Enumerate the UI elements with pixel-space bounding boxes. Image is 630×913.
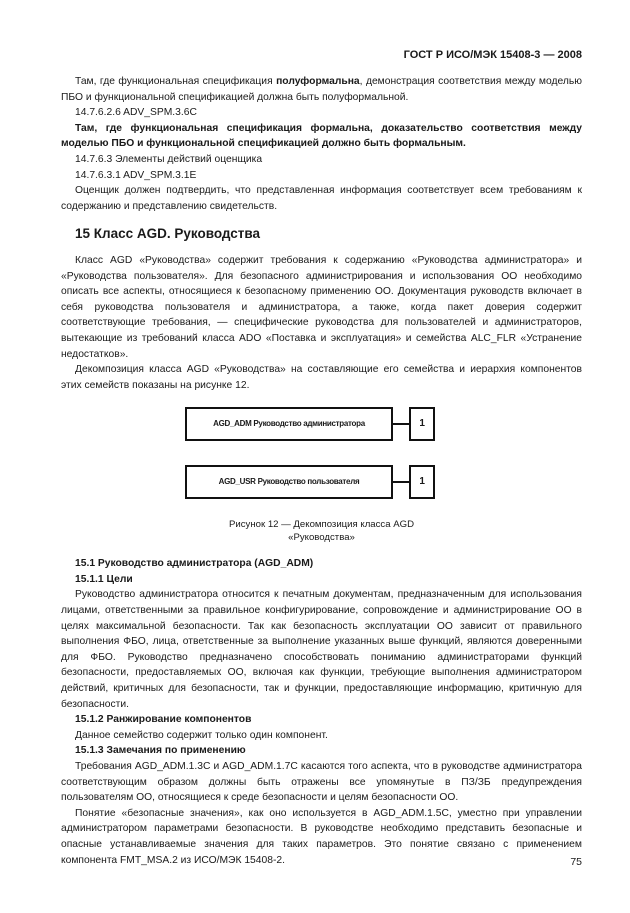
family-box-agd-usr: AGD_USR Руководство пользователя <box>185 465 393 499</box>
paragraph: Декомпозиция класса AGD «Руководства» на составляющие его семейства и иерархия компонентов этих семейств показаны на рисунке 12. <box>61 364 582 391</box>
bold-text: полуформальна <box>276 76 360 87</box>
connector-line <box>393 423 409 425</box>
component-box-1: 1 <box>409 407 435 441</box>
page-content <box>61 74 582 868</box>
paragraph: Оценщик должен подтвердить, что представленная информация соответствует всем требованиям к содержанию и представлению свидетельств. <box>61 185 582 212</box>
paragraph: Требования AGD_ADM.1.3C и AGD_ADM.1.7C касаются того аспекта, что в руководстве администратора соответствующим образом должны быть отражены все упомянутые в ПЗ/ЗБ предупреждения пользователям ОО, относящиеся к среде безопасности и целям безопасности ОО. <box>61 761 582 804</box>
subsection-heading: 15.1.2 Ранжирование компонентов <box>75 714 252 726</box>
paragraph: Понятие «безопасные значения», как оно используется в AGD_ADM.1.5C, уместно при управлении администратором параметрами безопасности. В руководстве необходимо представить безопасные и опасные устанавливаемые значения для таких параметров. Это понятие связано с применением компонента FMT_MSA.2 из ИСО/МЭК 15408-2. <box>61 807 582 866</box>
paragraph <box>61 74 582 105</box>
component-box-2: 1 <box>409 465 435 499</box>
figure-caption <box>61 518 582 544</box>
caption-line: Рисунок 12 — Декомпозиция класса AGD <box>228 519 415 531</box>
section-title: 15 Класс AGD. Руководства <box>75 226 261 242</box>
connector-line <box>393 481 409 483</box>
page-number: 75 <box>570 856 582 868</box>
bold-paragraph: Там, где функциональная спецификация формальна, доказательство соответствия между моделью ПБО и функциональной спецификацией должно быть формальным. <box>61 122 582 150</box>
family-box-agd-adm: AGD_ADM Руководство администратора <box>185 407 393 441</box>
paragraph: Класс AGD «Руководства» содержит требования к содержанию «Руководства администратора» и «Руководства пользователя». Для безопасного администрирования и использования ОО необходимо описать все аспекты, относящиеся к безопасному применению ОО. Документация руководств включает в себя руководства пользователя и администратора, а также, когда пакет доверия содержит соответствующие требования, — специфические руководства для пользователей и администраторов, вытекающие из требований класса ADO «Поставка и эксплуатация» и семейства ALC_FLR «Устранение недостатков». <box>61 254 582 360</box>
subsection-heading: 15.1.3 Замечания по применению <box>75 745 246 757</box>
subsection-heading: 15.1 Руководство администратора (AGD_ADM) <box>75 558 314 570</box>
clause-number: 14.7.6.3 Элементы действий оценщика <box>75 153 263 165</box>
paragraph: Данное семейство содержит только один компонент. <box>75 729 328 741</box>
page-header: ГОСТ Р ИСО/МЭК 15408-3 — 2008 <box>403 49 582 61</box>
text-run: Там, где функциональная спецификация <box>75 76 277 87</box>
clause-number: 14.7.6.2.6 ADV_SPM.3.6C <box>75 107 197 119</box>
text-run: , демонстрация соответствия между моделью ПБО и функциональной спецификацией должна быть полуформальной. <box>61 76 582 103</box>
paragraph: Руководство администратора относится к печатным документам, предназначенным для использования лицами, ответственными за правильное конфигурирование, сопровождение и администрирование ОО в целях максимальной безопасности. Так как безопасность эксплуатации ОО зависит от правильного выполнения ФБО, лица, ответственные за выполнение указанных выше функций, являются доверенными для ФБО. Руководство предназначено способствовать пониманию администраторами функций безопасности, предоставляемых ОО, включая как функции, требующие выполнения администратором действий, критичных для безопасности, так и функции, предоставляющие информацию, критичную для безопасности. <box>61 589 582 710</box>
decomposition-diagram <box>61 407 582 515</box>
clause-number: 14.7.6.3.1 ADV_SPM.3.1E <box>75 169 197 181</box>
caption-line: «Руководства» <box>288 532 355 544</box>
subsection-heading: 15.1.1 Цели <box>75 573 133 585</box>
